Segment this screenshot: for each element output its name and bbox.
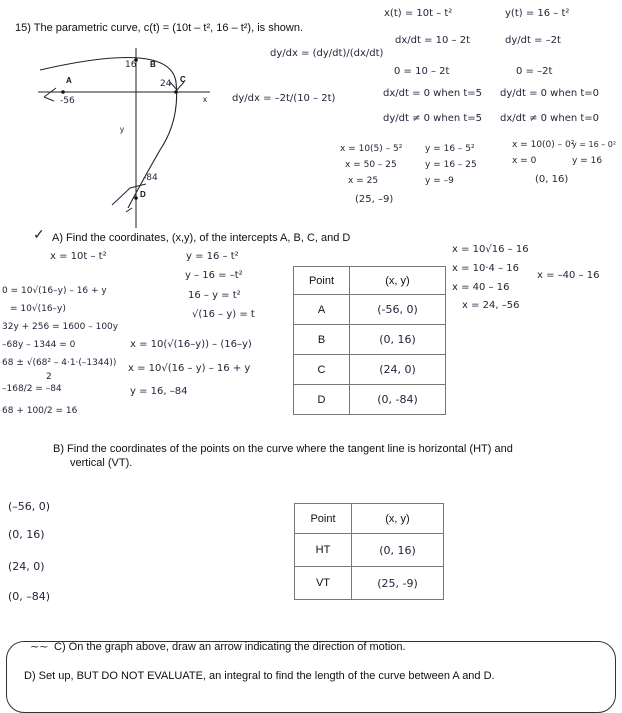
hand-sub-x1: x = 10(5) – 5² bbox=[340, 144, 403, 154]
hand-dx-ne: dx/dt ≠ 0 when t=0 bbox=[500, 113, 600, 124]
table-row bbox=[295, 567, 444, 600]
hand-r3: x = 40 – 16 bbox=[452, 282, 510, 293]
part-c-text: C) On the graph above, draw an arrow indicating the direction of motion. bbox=[54, 641, 406, 653]
hand-tick-16: 16 bbox=[125, 60, 137, 70]
hand-dxdt: dx/dt = 10 – 2t bbox=[395, 35, 471, 46]
hand-tick-neg56: -56 bbox=[60, 96, 75, 106]
hand-vt-point: (25, –9) bbox=[355, 194, 394, 205]
table-row bbox=[294, 385, 446, 415]
axis-label-x: x bbox=[203, 95, 207, 104]
hand-l4: √(16 – y) = t bbox=[192, 309, 255, 320]
xy-cell: (24, 0) bbox=[350, 355, 446, 385]
hand-b1: (–56, 0) bbox=[8, 500, 51, 513]
point-label-d: D bbox=[140, 190, 146, 199]
point-cell: D bbox=[294, 385, 350, 415]
hand-dx-zero: 0 = 10 – 2t bbox=[394, 66, 450, 77]
hand-ht-point: (0, 16) bbox=[535, 174, 569, 185]
hand-r1: x = 10√16 – 16 bbox=[452, 244, 529, 255]
part-d-text: D) Set up, BUT DO NOT EVALUATE, an integral to find the length of the curve between A and D. bbox=[24, 670, 495, 682]
point-dot bbox=[174, 90, 178, 94]
point-cell: VT bbox=[295, 567, 352, 600]
hand-tick-24: 24 bbox=[160, 79, 172, 89]
hand-dy-zero: 0 = –2t bbox=[516, 66, 553, 77]
table-header-point: Point bbox=[294, 267, 350, 295]
hand-xt: x(t) = 10t – t² bbox=[384, 8, 453, 19]
curve bbox=[40, 58, 177, 209]
intercepts-table bbox=[293, 266, 446, 415]
point-cell: HT bbox=[295, 534, 352, 567]
problem-header: 15) The parametric curve, c(t) = (10t – t², 16 – t²), is shown. bbox=[15, 22, 304, 34]
table-row bbox=[295, 534, 444, 567]
hand-m4: –68y – 1344 = 0 bbox=[2, 340, 76, 350]
point-label-b: B bbox=[150, 60, 156, 69]
hand-dydx-val: dy/dx = –2t/(10 – 2t) bbox=[232, 93, 336, 104]
xy-cell: (0, 16) bbox=[350, 325, 446, 355]
hand-l2: y – 16 = –t² bbox=[185, 270, 243, 281]
hand-r3b: x = –40 – 16 bbox=[537, 270, 600, 281]
table-header-xy: (x, y) bbox=[352, 504, 444, 534]
hand-sub-y2: y = 16 – 25 bbox=[425, 160, 477, 170]
xy-cell: (0, -84) bbox=[350, 385, 446, 415]
hand-r4: x = 24, –56 bbox=[462, 300, 520, 311]
tangent-table bbox=[294, 503, 444, 600]
hand-m3: 32y + 256 = 1600 – 100y bbox=[2, 322, 119, 332]
part-a-text: A) Find the coordinates, (x,y), of the intercepts A, B, C, and D bbox=[52, 232, 351, 244]
table-row bbox=[294, 295, 446, 325]
xy-cell: (25, -9) bbox=[352, 567, 444, 600]
hand-stroke bbox=[126, 208, 132, 212]
hand-b2: (0, 16) bbox=[8, 528, 45, 541]
hand-l1: x = 10t – t² bbox=[50, 251, 107, 262]
hand-b4: (0, –84) bbox=[8, 590, 51, 603]
point-dot bbox=[61, 90, 65, 94]
hand-arrow bbox=[44, 88, 56, 101]
point-label-c: C bbox=[180, 75, 186, 84]
xy-cell: (-56, 0) bbox=[350, 295, 446, 325]
hand-sub-y1: y = 16 – 5² bbox=[425, 144, 475, 154]
part-b-text-line2: vertical (VT). bbox=[70, 457, 133, 469]
hand-m6: –168/2 = –84 bbox=[2, 384, 62, 394]
axis-label-y: y bbox=[120, 125, 124, 134]
hand-m5: 68 ± √(68² – 4·1·(–1344)) bbox=[2, 358, 117, 368]
hand-dydt: dy/dt = –2t bbox=[505, 35, 561, 46]
table-header-xy: (x, y) bbox=[350, 267, 446, 295]
hand-l5: x = 10(√(16–y)) – (16–y) bbox=[130, 339, 252, 350]
hand-dy-when: dy/dt = 0 when t=0 bbox=[500, 88, 600, 99]
hand-squiggle: ~~ bbox=[30, 640, 49, 653]
point-label-a: A bbox=[66, 76, 72, 85]
xy-cell: (0, 16) bbox=[352, 534, 444, 567]
hand-dy-ne: dy/dt ≠ 0 when t=5 bbox=[383, 113, 483, 124]
hand-l6: x = 10√(16 – y) – 16 + y bbox=[128, 363, 251, 374]
hand-sub-y3: y = –9 bbox=[425, 176, 454, 186]
hand-l7: y = 16, –84 bbox=[130, 386, 188, 397]
hand-l1b: y = 16 – t² bbox=[186, 251, 239, 262]
hand-ht-y2: y = 16 bbox=[572, 156, 603, 166]
table-header-point: Point bbox=[295, 504, 352, 534]
hand-l3: 16 – y = t² bbox=[188, 290, 241, 301]
point-cell: A bbox=[294, 295, 350, 325]
hand-dx-when: dx/dt = 0 when t=5 bbox=[383, 88, 483, 99]
hand-m1: 0 = 10√(16–y) – 16 + y bbox=[2, 286, 107, 296]
part-b-text-line1: B) Find the coordinates of the points on the curve where the tangent line is horizontal (HT) and bbox=[53, 443, 513, 455]
point-dot bbox=[134, 196, 138, 200]
hand-ht-x2: x = 0 bbox=[512, 156, 537, 166]
table-row bbox=[294, 325, 446, 355]
check-mark: ✓ bbox=[33, 226, 45, 242]
point-cell: C bbox=[294, 355, 350, 385]
hand-m5b: 2 bbox=[46, 372, 52, 382]
hand-tick-neg84: -84 bbox=[143, 173, 158, 183]
hand-yt: y(t) = 16 – t² bbox=[505, 8, 570, 19]
hand-sub-x3: x = 25 bbox=[348, 176, 379, 186]
hand-m7: 68 + 100/2 = 16 bbox=[2, 406, 78, 416]
point-cell: B bbox=[294, 325, 350, 355]
hand-sub-x2: x = 50 – 25 bbox=[345, 160, 397, 170]
hand-dydx-def: dy/dx = (dy/dt)/(dx/dt) bbox=[270, 48, 384, 59]
hand-ht-y1: y = 16 – 0² bbox=[572, 140, 617, 149]
hand-r2: x = 10·4 – 16 bbox=[452, 263, 520, 274]
table-row bbox=[294, 355, 446, 385]
hand-b3: (24, 0) bbox=[8, 560, 45, 573]
hand-m2: = 10√(16–y) bbox=[10, 304, 66, 314]
hand-ht-x1: x = 10(0) – 0² bbox=[512, 140, 575, 150]
